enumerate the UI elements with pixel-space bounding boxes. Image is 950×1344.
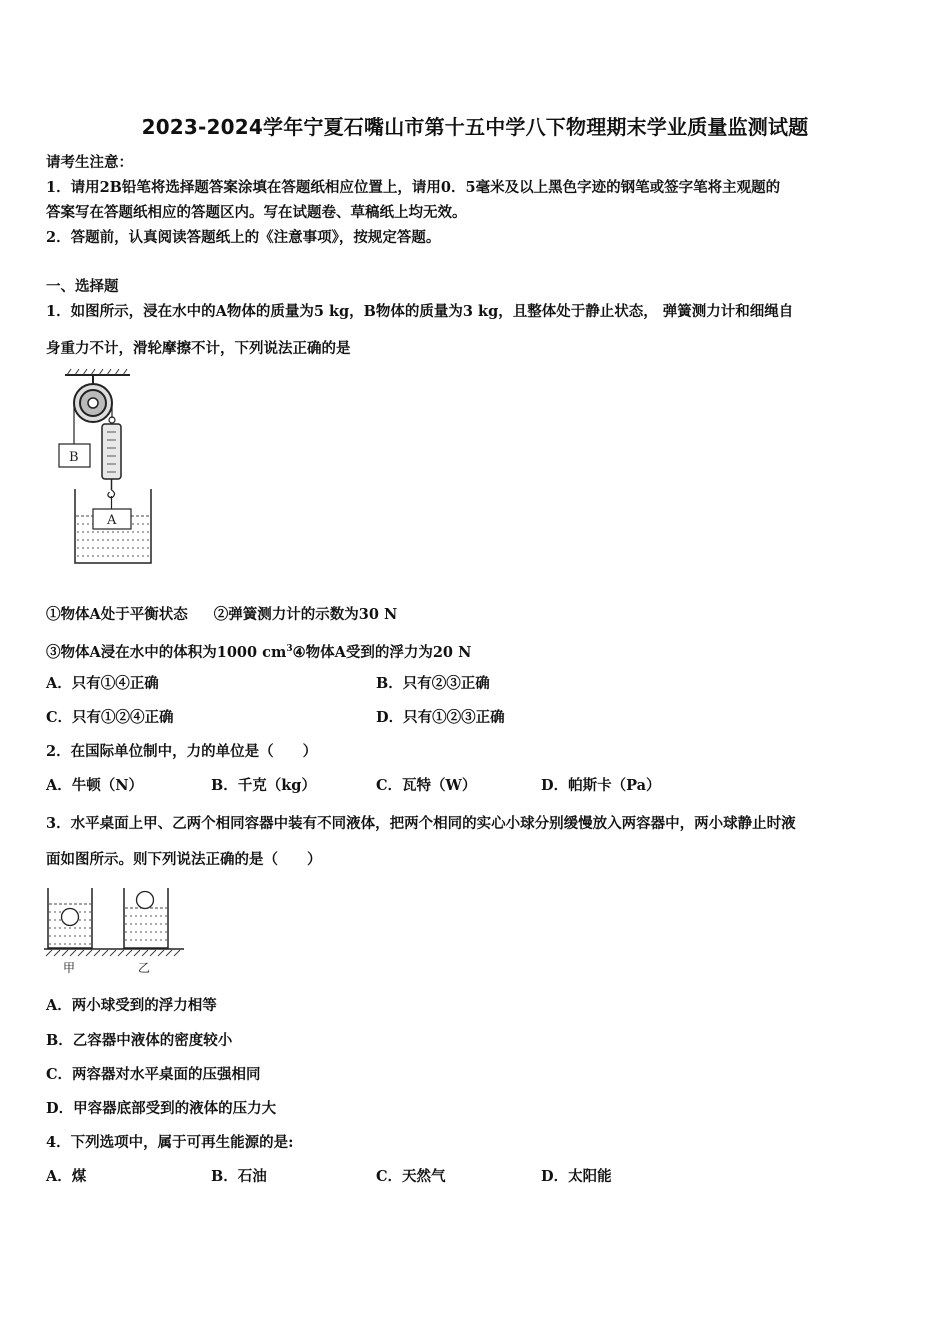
q3-containers-figure (44, 884, 194, 976)
q4-option-b[interactable]: B．石油 (211, 1168, 267, 1185)
page-title: 2023-2024学年宁夏石嘴山市第十五中学八下物理期末学业质量监测试题 (141, 115, 809, 139)
q1-option-c[interactable]: C．只有①②④正确 (46, 709, 174, 726)
q3-option-c[interactable]: C．两容器对水平桌面的压强相同 (46, 1066, 261, 1083)
label-yi: 乙 (138, 961, 151, 975)
q3-option-d[interactable]: D．甲容器底部受到的液体的压力大 (46, 1100, 277, 1117)
q1-statement-2: ②弹簧测力计的示数为30 N (213, 606, 398, 623)
q1-statement-1: ①物体A处于平衡状态 (46, 606, 188, 623)
q1-statement-3-sup: 3 (286, 644, 293, 654)
block-b-label: B (69, 450, 79, 465)
section-heading: 一、选择题 (46, 278, 119, 295)
q1-statement-3: ③物体A浸在水中的体积为1000 cm (46, 644, 287, 661)
notice-line-2: 2．答题前，认真阅读答题纸上的《注意事项》，按规定答题。 (46, 229, 441, 246)
q3-stem-line-2: 面如图所示。则下列说法正确的是（ ） (46, 851, 322, 868)
q4-option-a[interactable]: A．煤 (46, 1168, 87, 1185)
q1-option-b[interactable]: B．只有②③正确 (376, 675, 490, 692)
ball-yi (137, 892, 154, 909)
q1-statements-3-4 (46, 639, 471, 663)
q4-stem: 4．下列选项中，属于可再生能源的是: (46, 1134, 294, 1151)
q3-option-b[interactable]: B．乙容器中液体的密度较小 (46, 1032, 233, 1049)
q1-option-a[interactable]: A．只有①④正确 (46, 675, 159, 692)
block-a-label: A (107, 513, 117, 528)
q1-statement-4: ④物体A受到的浮力为20 N (292, 644, 472, 661)
label-jia: 甲 (63, 961, 76, 975)
q3-stem-line-1: 3．水平桌面上甲、乙两个相同容器中装有不同液体，把两个相同的实心小球分别缓慢放入两容器中，两小球静止时液 (46, 815, 796, 832)
q3-option-a[interactable]: A．两小球受到的浮力相等 (46, 997, 217, 1014)
q1-option-d[interactable]: D．只有①②③正确 (376, 709, 505, 726)
q2-option-b[interactable]: B．千克（kg） (211, 777, 316, 794)
q4-option-d[interactable]: D．太阳能 (541, 1168, 612, 1185)
q1-statements-1-2 (46, 605, 397, 625)
q1-stem-line-1: 1．如图所示，浸在水中的A物体的质量为5 kg，B物体的质量为3 kg，且整体处于静止状态， 弹簧测力计和细绳自 (46, 303, 794, 320)
notice-line-1b: 答案写在答题纸相应的答题区内。写在试题卷、草稿纸上均无效。 (46, 204, 467, 221)
q1-pulley-figure (55, 368, 160, 568)
q2-stem: 2．在国际单位制中，力的单位是（ ） (46, 743, 318, 760)
notice-line-1: 1．请用2B铅笔将选择题答案涂填在答题纸相应位置上，请用0．5毫米及以上黑色字迹的钢笔或签字笔将主观题的 (46, 179, 781, 196)
notice-heading: 请考生注意： (46, 154, 133, 171)
q2-option-c[interactable]: C．瓦特（W） (376, 777, 477, 794)
q2-option-d[interactable]: D．帕斯卡（Pa） (541, 777, 661, 794)
q2-option-a[interactable]: A．牛顿（N） (46, 777, 144, 794)
q4-option-c[interactable]: C．天然气 (376, 1168, 446, 1185)
ball-jia (62, 909, 79, 926)
q1-stem-line-2: 身重力不计，滑轮摩擦不计，下列说法正确的是 (46, 340, 351, 357)
